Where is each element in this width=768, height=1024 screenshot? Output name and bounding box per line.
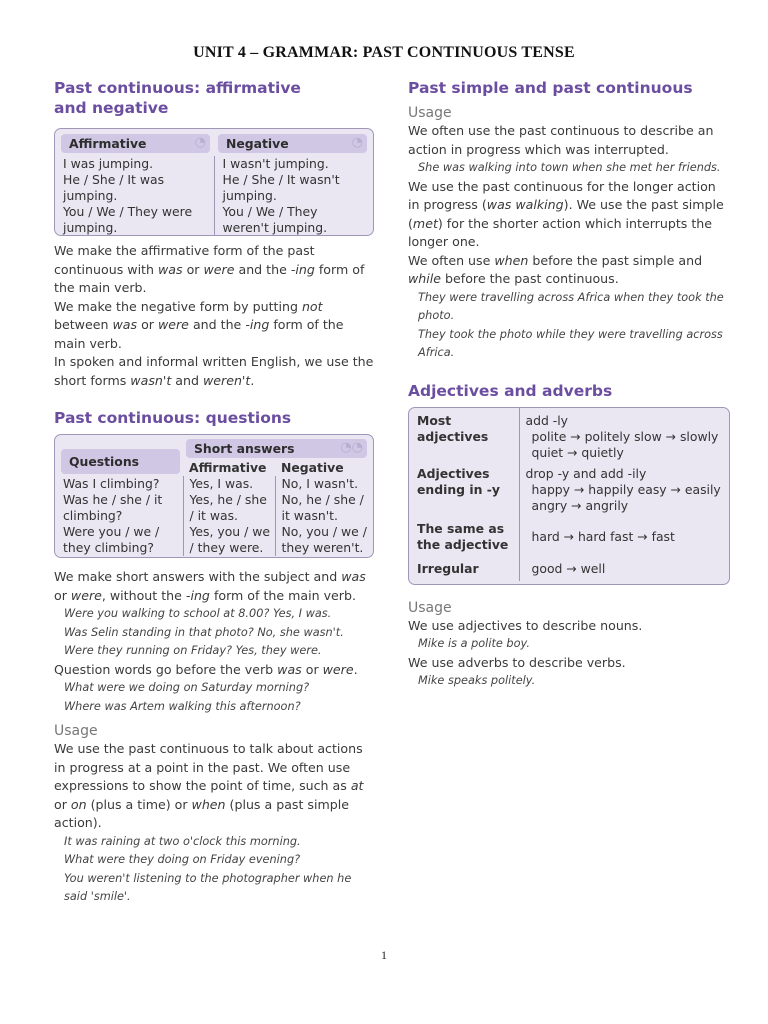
example-sentence: Mike is a polite boy. [418,637,530,650]
example-sentence: You weren't listening to the photographer when he said 'smile'. [64,871,352,903]
paragraph: Question words go before the verb was or were. [54,661,358,677]
rule-label: Irregular [409,557,519,581]
paragraph: We use the past continuous to talk about actions in progress at a point in the past. We often use expressions to show the point of time, such as at or on (plus a time) or when (plus a past simple action). [54,741,364,830]
aff-line: You / We / They were jumping. [63,204,193,235]
rule-example: good → well [531,560,606,576]
rule-example: quiet → quietly [531,444,624,460]
paragraph: We make the negative form by putting not between was or were and the -ing form of the main verb. [54,298,344,351]
paragraph: We make short answers with the subject and was or were, without the -ing form of the main verb. [54,569,366,603]
example-sentence: What were they doing on Friday evening? [64,853,301,866]
left-column [54,78,374,907]
rule-example: happy → happily easy → easily [531,481,721,497]
answer-line: No, you / we / they weren't. [281,524,367,555]
usage-heading: Usage [54,723,98,739]
answer-line: Yes, he / she / it was. [189,492,267,523]
rule-text: drop -y and add -ily [525,465,647,481]
paragraph: In spoken and informal written English, we use the short forms wasn't and weren't. [54,354,374,388]
rule-label: The same as the adjective [409,517,519,557]
answer-line: No, he / she / it wasn't. [281,492,364,523]
answer-line: Yes, I was. [189,476,254,491]
section-title-affirmative-negative: Past continuous: affirmative and negative [54,79,301,117]
paragraph: We use adjectives to describe nouns. [408,617,643,633]
neg-line: You / We / They weren't jumping. [222,204,328,235]
example-sentence: Were they running on Friday? Yes, they were. [64,644,322,657]
answer-line: No, I wasn't. [281,476,359,491]
adjectives-adverbs-table [408,407,730,585]
decor-icon: ◔ [194,135,206,150]
rule-example: angry → angrily [531,497,629,513]
page-number: 1 [381,948,387,962]
rule-label: Most adjectives [409,408,519,463]
section-title-questions: Past continuous: questions [54,409,292,427]
paragraph: We use adverbs to describe verbs. [408,654,626,670]
rule-label: Adjectives ending in -y [409,463,519,517]
section-title-adjectives-adverbs: Adjectives and adverbs [408,381,613,400]
question-line: Was he / she / it climbing? [63,492,163,523]
decor-icon: ◔ [351,135,363,150]
sec1-paragraphs [54,242,374,390]
example-sentence: They took the photo while they were travelling across Africa. [418,327,723,359]
neg-line: I wasn't jumping. [222,156,329,171]
questions-table [54,434,374,558]
paragraph: We make the affirmative form of the past continuous with was or were and the -ing form of the main verb. [54,243,365,295]
rule-text: add -ly [525,412,569,428]
example-sentence: It was raining at two o'clock this morning. [64,834,301,848]
paragraph: We often use when before the past simple and while before the past continuous. [408,252,703,286]
decor-icon: ◔◔ [340,440,363,455]
example-sentence: Mike speaks politely. [418,674,536,687]
usage-heading: Usage [408,105,452,121]
rule-example: hard → hard fast → fast [531,528,675,544]
aff-line: I was jumping. [63,156,154,171]
right-column [408,78,730,691]
example-sentence: Where was Artem walking this afternoon? [64,699,301,713]
header-affirmative: Affirmative [189,460,267,475]
example-sentence: Were you walking to school at 8.00? Yes, I was. [64,607,332,620]
affirmative-negative-table [54,128,374,236]
header-negative: Negative [281,460,344,475]
neg-line: He / She / It wasn't jumping. [222,172,340,203]
header-questions: Questions [61,449,180,474]
rule-example: polite → politely slow → slowly [531,428,719,444]
example-sentence: Was Selin standing in that photo? No, she wasn't. [64,625,344,639]
question-line: Were you / we / they climbing? [63,524,160,555]
example-sentence: They were travelling across Africa when they took the photo. [418,290,724,322]
paragraph: We often use the past continuous to describe an action in progress which was interrupted. [408,123,714,157]
question-line: Was I climbing? [63,476,160,491]
header-short-answers: Short answers ◔◔ [186,439,367,458]
header-affirmative: Affirmative ◔ [61,134,210,153]
page-title: UNIT 4 – GRAMMAR: PAST CONTINUOUS TENSE [193,44,575,61]
usage-heading: Usage [408,599,452,616]
answer-line: Yes, you / we / they were. [189,524,270,555]
paragraph: We use the past continuous for the longer action in progress (was walking). We use the past simple (met) for the shorter action which interrupts the longer one. [408,178,724,249]
section-title-past-simple-continuous: Past simple and past continuous [408,79,693,97]
sec2-body [54,568,374,716]
header-negative: Negative ◔ [218,134,367,153]
example-sentence: What were we doing on Saturday morning? [64,681,310,694]
example-sentence: She was walking into town when she met her friends. [418,161,721,174]
aff-line: He / She / It was jumping. [63,172,165,203]
